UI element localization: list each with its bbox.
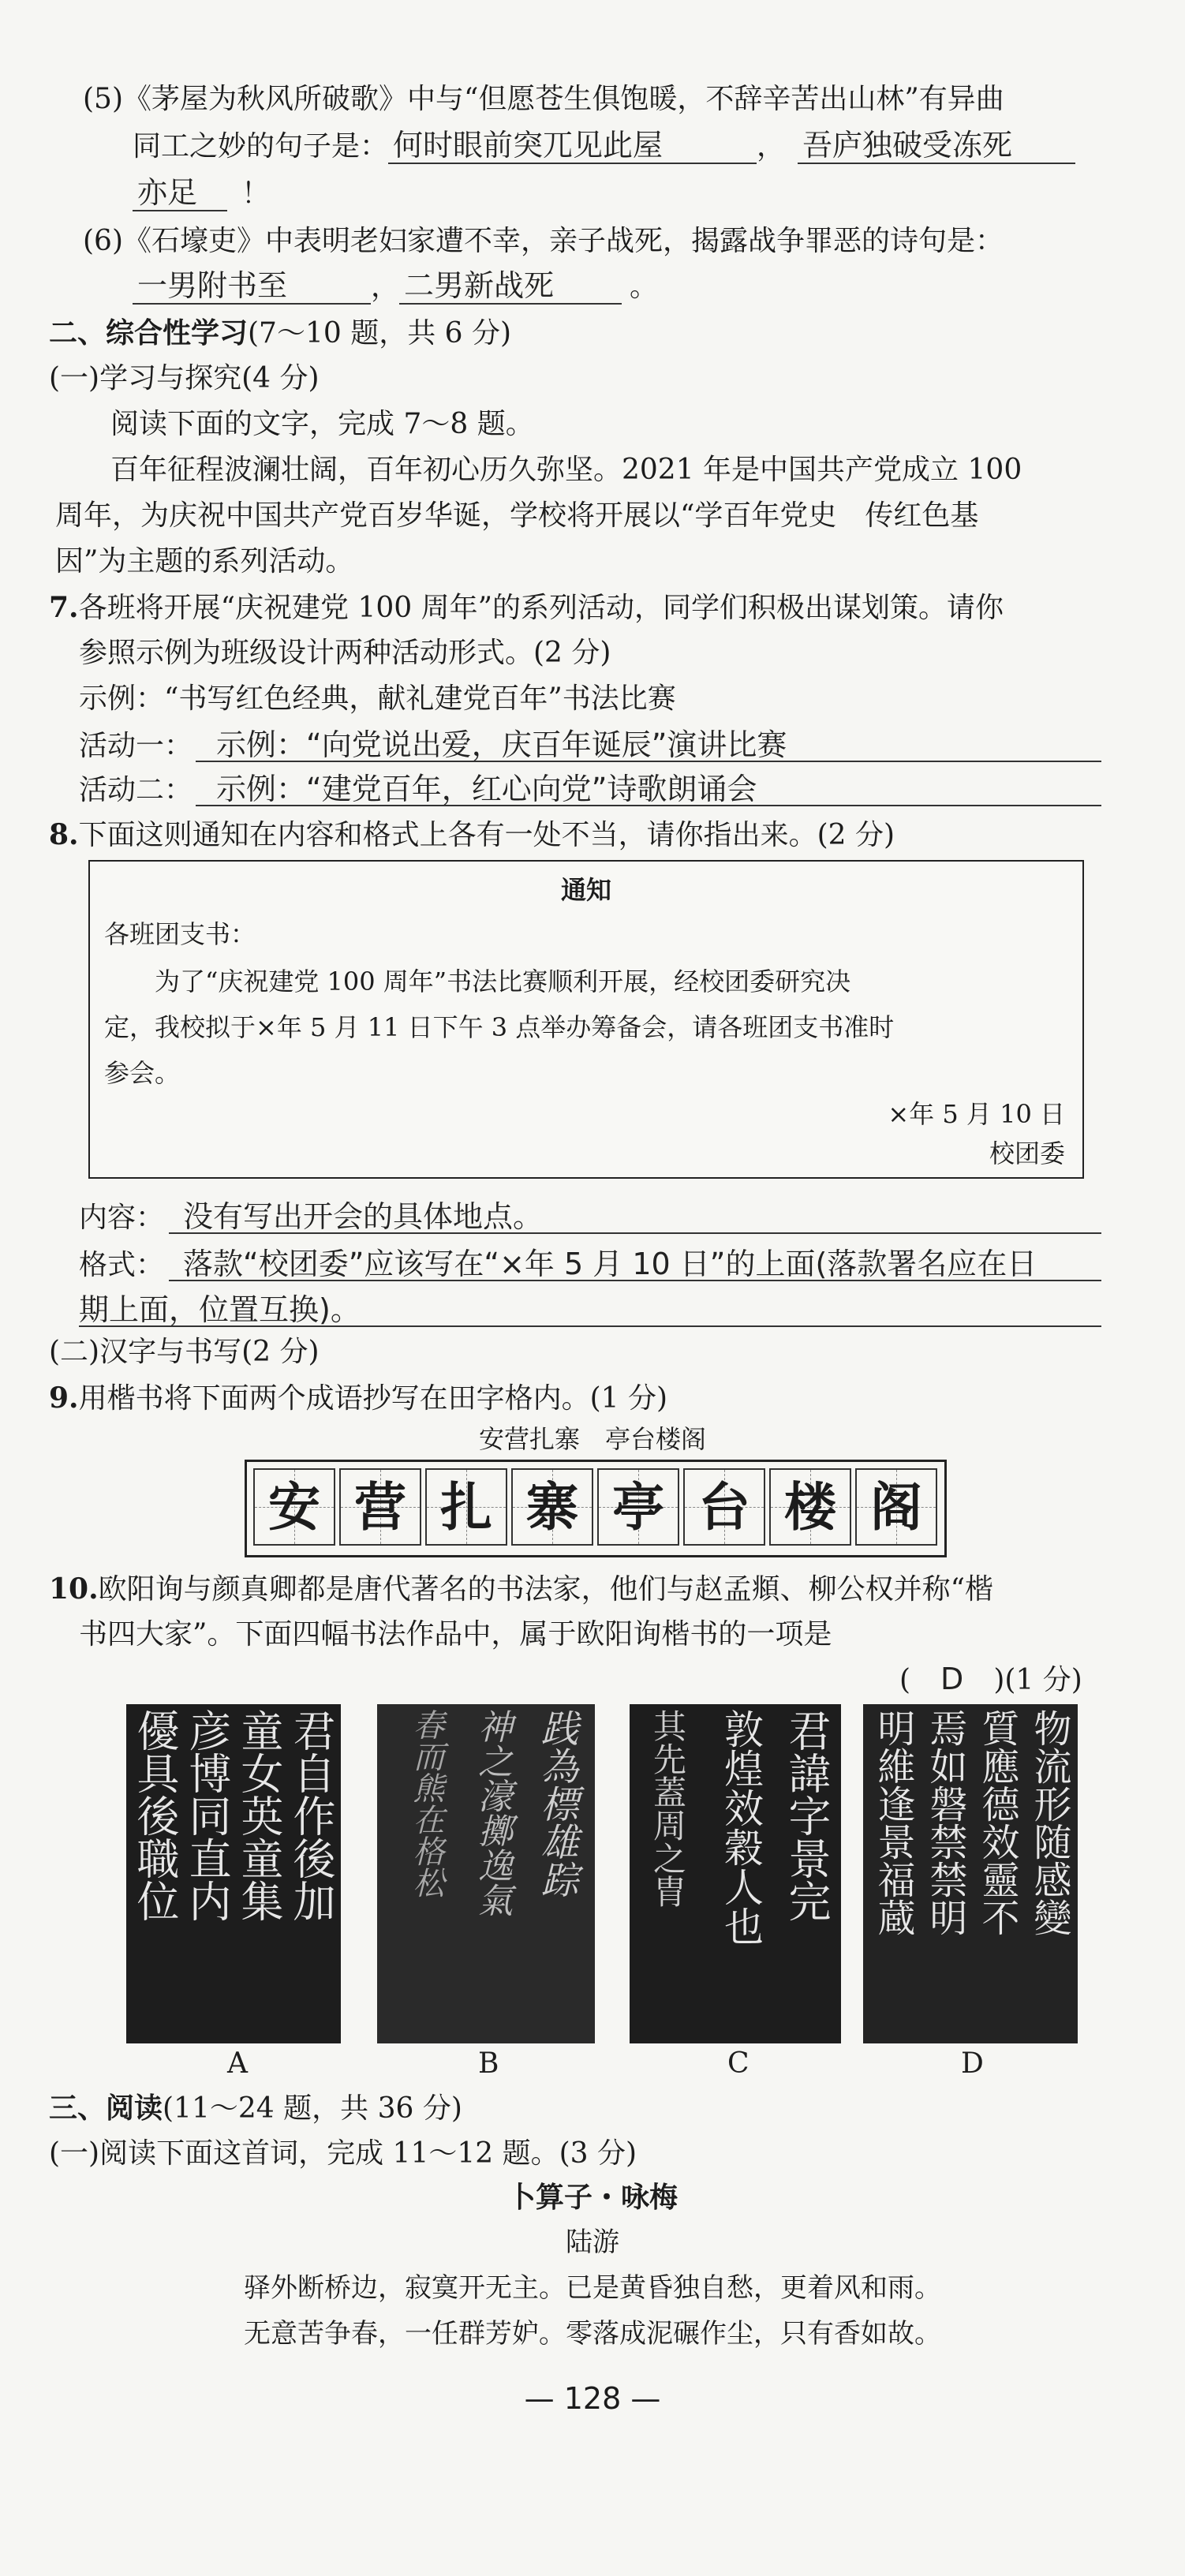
calligraphy-label-d: D xyxy=(961,2047,984,2080)
calligraphy-d-col: 焉如磐禁禁明 xyxy=(923,1709,967,1936)
q5-answer-1: 何时眼前突兀见此屋 xyxy=(388,128,757,164)
grid-cell xyxy=(253,1468,335,1546)
grid-char: 营 xyxy=(354,1476,406,1538)
calligraphy-c-col: 其先蓋周之胄 xyxy=(649,1709,687,1908)
q7-example: 示例：“书写红色经典，献礼建党百年”书法比赛 xyxy=(79,682,676,715)
q8-format-label: 格式： xyxy=(79,1249,165,1281)
q9-line xyxy=(49,1379,667,1418)
q8-number: 8. xyxy=(49,818,79,851)
q10-answer: D xyxy=(940,1662,964,1696)
q9-text: 用楷书将下面两个成语抄写在田字格内。(1 分) xyxy=(78,1382,668,1415)
calligraphy-a-col: 優具後職位 xyxy=(130,1709,180,1922)
subsection1-title: (一)学习与探究(4 分) xyxy=(49,362,320,394)
q7-activity-1-label: 活动一： xyxy=(79,730,193,762)
page-number: — 128 — xyxy=(524,2381,661,2416)
calligraphy-c-col: 敦煌效穀人也 xyxy=(718,1709,764,1946)
q6-answer-2: 二男新战死 xyxy=(399,268,622,305)
poem-line-1: 驿外断桥边，寂寞开无主。已是黄昏独自愁，更着风和雨。 xyxy=(244,2272,941,2304)
grid-cell xyxy=(683,1468,765,1546)
subsection2-title: (二)汉字与书写(2 分) xyxy=(49,1336,320,1368)
grid-cell xyxy=(425,1468,507,1546)
subsection3-title: (一)阅读下面这首词，完成 11～12 题。(3 分) xyxy=(49,2137,637,2170)
q5-end: ！ xyxy=(241,178,271,210)
grid-char: 阁 xyxy=(870,1476,922,1538)
calligraphy-d-col: 物流形随感變 xyxy=(1027,1709,1071,1936)
calligraphy-label-c: C xyxy=(727,2047,750,2080)
calligraphy-a-col: 君自作後加 xyxy=(286,1709,336,1922)
reading-intro: 阅读下面的文字，完成 7～8 题。 xyxy=(110,408,534,440)
grid-cell xyxy=(339,1468,421,1546)
q5-line2 xyxy=(133,128,1075,166)
section2-heading xyxy=(49,314,511,353)
q5-line1: (5)《茅屋为秋风所破歌》中与“但愿苍生俱饱暖，不辞辛苦出山林”有异曲 xyxy=(83,83,1004,115)
grid-cell xyxy=(597,1468,679,1546)
grid-cell xyxy=(855,1468,937,1546)
poem-line-2: 无意苦争春，一任群芳妒。零落成泥碾作尘，只有香如故。 xyxy=(244,2318,941,2350)
q10-line2: 书四大家”。下面四幅书法作品中，属于欧阳询楷书的一项是 xyxy=(79,1618,832,1651)
notice-title: 通知 xyxy=(560,875,611,905)
notice-box xyxy=(88,860,1084,1179)
section2-title: 二、综合性学习 xyxy=(49,316,249,350)
q5-comma: ， xyxy=(757,130,786,163)
q6-line2 xyxy=(133,268,658,306)
grid-char: 安 xyxy=(268,1476,320,1538)
q10-text-1: 欧阳询与颜真卿都是唐代著名的书法家，他们与赵孟頫、柳公权并称“楷 xyxy=(98,1573,994,1606)
q6-end: 。 xyxy=(630,271,659,303)
q6-comma: ， xyxy=(371,271,400,303)
notice-body-3: 参会。 xyxy=(104,1058,181,1088)
calligraphy-c xyxy=(630,1704,841,2043)
calligraphy-b-col: 践為標雄踪 xyxy=(534,1709,578,1898)
section3-title: 三、阅读 xyxy=(49,2092,163,2125)
q7-activity-1 xyxy=(79,726,787,765)
notice-date: ×年 5 月 10 日 xyxy=(888,1099,1065,1129)
q7-activity-1-rule xyxy=(196,761,1101,762)
q8-text: 下面这则通知在内容和格式上各有一处不当，请你指出来。(2 分) xyxy=(78,819,895,851)
poem-author: 陆游 xyxy=(566,2226,619,2258)
passage-line-3: 因”为主题的系列活动。 xyxy=(55,545,354,578)
q8-format-answer-1: 落款“校团委”应该写在“×年 5 月 10 日”的上面(落款署名应在日 xyxy=(183,1247,1037,1281)
grid-char: 楼 xyxy=(784,1476,836,1538)
q6-line1: (6)《石壕吏》中表明老妇家遭不幸，亲子战死，揭露战争罪恶的诗句是： xyxy=(83,225,1004,257)
q8-content xyxy=(79,1198,543,1237)
notice-body-1: 为了“庆祝建党 100 周年”书法比赛顺利开展，经校团委研究决 xyxy=(155,966,851,996)
calligraphy-label-b: B xyxy=(478,2047,499,2080)
q7-text: 各班将开展“庆祝建党 100 周年”的系列活动，同学们积极出谋划策。请你 xyxy=(78,592,1004,624)
q8-content-rule xyxy=(169,1232,1101,1234)
q8-format-rule-1 xyxy=(169,1280,1101,1281)
calligraphy-a xyxy=(126,1704,341,2043)
q8-format-rule-2 xyxy=(79,1325,1101,1327)
q9-number: 9. xyxy=(49,1381,79,1415)
passage-line-2: 周年，为庆祝中国共产党百岁华诞，学校将开展以“学百年党史 传红色基 xyxy=(55,499,979,532)
q6-answer-1: 一男附书至 xyxy=(133,268,371,305)
q5-answer-2a: 吾庐独破受冻死 xyxy=(798,128,1075,164)
q7-line2: 参照示例为班级设计两种活动形式。(2 分) xyxy=(79,637,611,669)
calligraphy-d xyxy=(863,1704,1078,2043)
grid-char: 扎 xyxy=(440,1476,492,1538)
calligraphy-a-col: 彦博同直内 xyxy=(182,1709,232,1922)
notice-addressee: 各班团支书： xyxy=(104,919,256,949)
poem-title: 卜算子・咏梅 xyxy=(507,2182,678,2214)
calligraphy-d-col: 質應德效靈不 xyxy=(975,1709,1019,1936)
section2-score: (7～10 题，共 6 分) xyxy=(248,317,512,350)
grid-char: 台 xyxy=(698,1476,750,1538)
grid-cell xyxy=(511,1468,593,1546)
q8-content-answer: 没有写出开会的具体地点。 xyxy=(183,1199,544,1234)
grid-cell xyxy=(769,1468,851,1546)
q5-answer-2b: 亦足 xyxy=(133,175,227,211)
calligraphy-b-col: 春而熊在格松 xyxy=(408,1709,444,1898)
q8-format-answer-2: 期上面，位置互换)。 xyxy=(79,1292,361,1327)
q5-line3 xyxy=(133,175,270,213)
q7-activity-2 xyxy=(79,770,757,809)
calligraphy-c-col: 君諱字景完 xyxy=(782,1709,832,1922)
q8-format xyxy=(79,1245,1037,1284)
notice-signature: 校团委 xyxy=(989,1138,1065,1168)
q10-answer-line xyxy=(899,1660,1082,1699)
q7-number: 7. xyxy=(49,591,79,624)
q5-prefix: 同工之妙的句子是： xyxy=(133,130,389,163)
q8-line xyxy=(49,816,895,854)
grid-char: 亭 xyxy=(612,1476,664,1538)
q10-line1 xyxy=(49,1570,993,1609)
q9-idioms: 安营扎寨 亭台楼阁 xyxy=(478,1424,706,1454)
q8-content-label: 内容： xyxy=(79,1202,165,1234)
q10-paren-open: ( xyxy=(899,1664,911,1696)
calligraphy-b-col: 神之濠擲逸氣 xyxy=(472,1709,512,1917)
passage-line-1: 百年征程波澜壮阔，百年初心历久弥坚。2021 年是中国共产党成立 100 xyxy=(110,454,1022,486)
tianzige-grid xyxy=(245,1460,947,1557)
section3-score: (11～24 题，共 36 分) xyxy=(163,2092,462,2125)
q7-activity-2-rule xyxy=(196,805,1101,806)
grid-char: 寨 xyxy=(526,1476,578,1538)
q10-number: 10. xyxy=(49,1572,99,1606)
q7-activity-2-answer: 示例：“建党百年，红心向党”诗歌朗诵会 xyxy=(216,772,757,806)
q10-paren-close: )(1 分) xyxy=(993,1664,1082,1696)
q7-activity-2-label: 活动二： xyxy=(79,774,193,806)
calligraphy-label-a: A xyxy=(227,2047,248,2080)
calligraphy-d-col: 明維逢景福蔵 xyxy=(871,1709,915,1936)
notice-body-2: 定，我校拟于×年 5 月 11 日下午 3 点举办筹备会，请各班团支书准时 xyxy=(104,1012,895,1042)
q7-activity-1-answer: 示例：“向党说出爱，庆百年诞辰”演讲比赛 xyxy=(216,727,787,762)
calligraphy-b xyxy=(377,1704,595,2043)
calligraphy-a-col: 童女英童集 xyxy=(234,1709,284,1922)
section3-heading xyxy=(49,2089,462,2128)
q7-line1 xyxy=(49,589,1004,627)
